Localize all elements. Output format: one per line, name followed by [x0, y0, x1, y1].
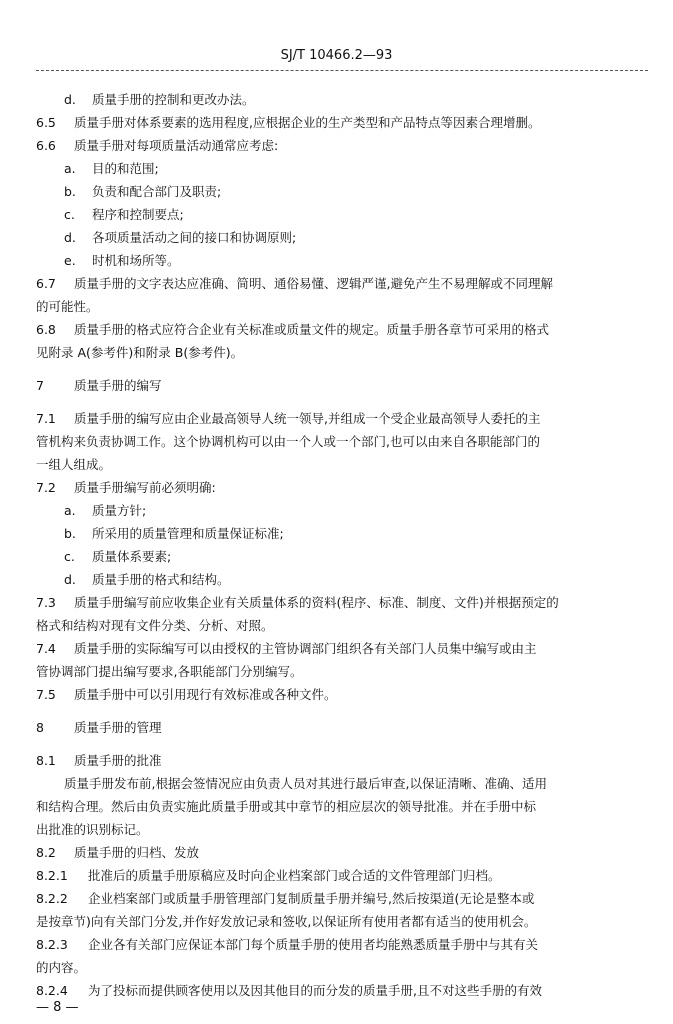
- line-text: 是按章节)向有关部门分发,并作好发放记录和签收,以保证所有使用者都有适当的使用机会。: [36, 914, 537, 929]
- line-text: 质量手册的控制和更改办法。: [92, 92, 255, 107]
- line-text: 管机构来负责协调工作。这个协调机构可以由一个人或一个部门,也可以由来自各职能部门的: [36, 434, 540, 449]
- text-line: [36, 956, 86, 979]
- text-line: [36, 818, 149, 841]
- list-marker: a.: [64, 161, 76, 176]
- clause-number: 7.1: [36, 411, 56, 426]
- line-text: 企业各有关部门应保证本部门每个质量手册的使用者均能熟悉质量手册中与其有关: [88, 937, 539, 952]
- text-line: [36, 591, 559, 614]
- line-text: 各项质量活动之间的接口和协调原则;: [92, 230, 297, 245]
- line-text: 负责和配合部门及职责;: [92, 184, 222, 199]
- clause-number: 7.5: [36, 687, 56, 702]
- line-text: 质量手册的管理: [74, 720, 162, 735]
- line-text: 时机和场所等。: [92, 253, 180, 268]
- clause-number: 7: [36, 378, 44, 393]
- line-text: 一组人组成。: [36, 457, 112, 472]
- text-line: [64, 545, 171, 568]
- list-marker: c.: [64, 549, 75, 564]
- line-text: 质量手册中可以引用现行有效标准或各种文件。: [74, 687, 337, 702]
- line-text: 出批准的识别标记。: [36, 822, 149, 837]
- clause-number: 6.7: [36, 276, 56, 291]
- text-line: [36, 660, 302, 683]
- line-text: 质量体系要素;: [92, 549, 172, 564]
- clause-number: 7.4: [36, 641, 56, 656]
- line-text: 质量手册的格式和结构。: [92, 572, 230, 587]
- line-text: 程序和控制要点;: [92, 207, 184, 222]
- clause-number: 6.6: [36, 138, 56, 153]
- line-text: 质量手册发布前,根据会签情况应由负责人员对其进行最后审查,以保证清晰、准确、适用: [64, 776, 547, 791]
- list-marker: c.: [64, 207, 75, 222]
- line-text: 质量手册的格式应符合企业有关标准或质量文件的规定。质量手册各章节可采用的格式: [74, 322, 550, 337]
- line-text: 质量手册的批准: [74, 753, 162, 768]
- clause-number: 8.2.2: [36, 891, 68, 906]
- text-line: [64, 568, 230, 591]
- text-line: [36, 910, 536, 933]
- text-line: [36, 683, 337, 706]
- line-text: 所采用的质量管理和质量保证标准;: [92, 526, 284, 541]
- text-line: [64, 249, 180, 272]
- text-line: [36, 841, 199, 864]
- text-line: [64, 226, 296, 249]
- list-marker: a.: [64, 503, 76, 518]
- clause-number: 7.3: [36, 595, 56, 610]
- line-text: 质量手册编写前必须明确:: [74, 480, 216, 495]
- clause-number: 8.2.3: [36, 937, 68, 952]
- clause-number: 8.2.1: [36, 868, 68, 883]
- text-line: [64, 180, 221, 203]
- text-line: [64, 157, 159, 180]
- line-text: 和结构合理。然后由负责实施此质量手册或其中章节的相应层次的领导批准。并在手册中标: [36, 799, 537, 814]
- text-line: [36, 716, 162, 739]
- text-line: [36, 111, 540, 134]
- page-number: — 8 —: [36, 1000, 79, 1015]
- line-text: 质量方针;: [92, 503, 147, 518]
- line-text: 质量手册的编写应由企业最高领导人统一领导,并组成一个受企业最高领导人委托的主: [74, 411, 541, 426]
- clause-number: 6.8: [36, 322, 56, 337]
- text-line: [36, 637, 537, 660]
- text-line: [36, 272, 553, 295]
- text-line: [64, 203, 184, 226]
- document-code: SJ/T 10466.2—93: [280, 48, 393, 63]
- text-line: [36, 864, 501, 887]
- text-line: [36, 749, 162, 772]
- text-line: [36, 887, 534, 910]
- text-line: [36, 476, 216, 499]
- text-line: [64, 499, 146, 522]
- text-line: [36, 374, 162, 397]
- clause-number: 7.2: [36, 480, 56, 495]
- text-line: [36, 295, 99, 318]
- text-line: [36, 795, 536, 818]
- clause-number: 8.1: [36, 753, 56, 768]
- text-line: [64, 772, 547, 795]
- line-text: 质量手册编写前应收集企业有关质量体系的资料(程序、标准、制度、文件)并根据预定的: [74, 595, 559, 610]
- text-line: [64, 88, 255, 111]
- text-line: [36, 453, 111, 476]
- text-line: [36, 430, 540, 453]
- line-text: 见附录 A(参考件)和附录 B(参考件)。: [36, 345, 244, 360]
- line-text: 质量手册的归档、发放: [74, 845, 200, 860]
- line-text: 格式和结构对现有文件分类、分析、对照。: [36, 618, 274, 633]
- list-marker: d.: [64, 572, 76, 587]
- line-text: 质量手册对每项质量活动通常应考虑:: [74, 138, 279, 153]
- clause-number: 8.2.4: [36, 983, 68, 998]
- list-marker: d.: [64, 92, 76, 107]
- text-line: [36, 407, 540, 430]
- line-text: 的可能性。: [36, 299, 99, 314]
- line-text: 目的和范围;: [92, 161, 159, 176]
- line-text: 质量手册的文字表达应准确、简明、通俗易懂、逻辑严谨,避免产生不易理解或不同理解: [74, 276, 553, 291]
- list-marker: e.: [64, 253, 76, 268]
- line-text: 企业档案部门或质量手册管理部门复制质量手册并编号,然后按渠道(无论是整本或: [88, 891, 535, 906]
- text-line: [36, 341, 243, 364]
- line-text: 管协调部门提出编写要求,各职能部门分别编写。: [36, 664, 303, 679]
- clause-number: 6.5: [36, 115, 56, 130]
- list-marker: d.: [64, 230, 76, 245]
- line-text: 质量手册的实际编写可以由授权的主管协调部门组织各有关部门人员集中编写或由主: [74, 641, 537, 656]
- header-rule: [36, 70, 648, 71]
- clause-number: 8.2: [36, 845, 56, 860]
- text-line: [64, 522, 284, 545]
- text-line: [36, 933, 538, 956]
- text-line: [36, 318, 549, 341]
- line-text: 的内容。: [36, 960, 87, 975]
- clause-number: 8: [36, 720, 44, 735]
- text-line: [36, 614, 274, 637]
- line-text: 批准后的质量手册原稿应及时向企业档案部门或合适的文件管理部门归档。: [88, 868, 501, 883]
- line-text: 质量手册对体系要素的选用程度,应根据企业的生产类型和产品特点等因素合理增删。: [74, 115, 541, 130]
- list-marker: b.: [64, 526, 76, 541]
- text-line: [36, 134, 278, 157]
- line-text: 质量手册的编写: [74, 378, 162, 393]
- list-marker: b.: [64, 184, 76, 199]
- line-text: 为了投标而提供顾客使用以及因其他目的而分发的质量手册,且不对这些手册的有效: [88, 983, 542, 998]
- text-line: [36, 979, 542, 1002]
